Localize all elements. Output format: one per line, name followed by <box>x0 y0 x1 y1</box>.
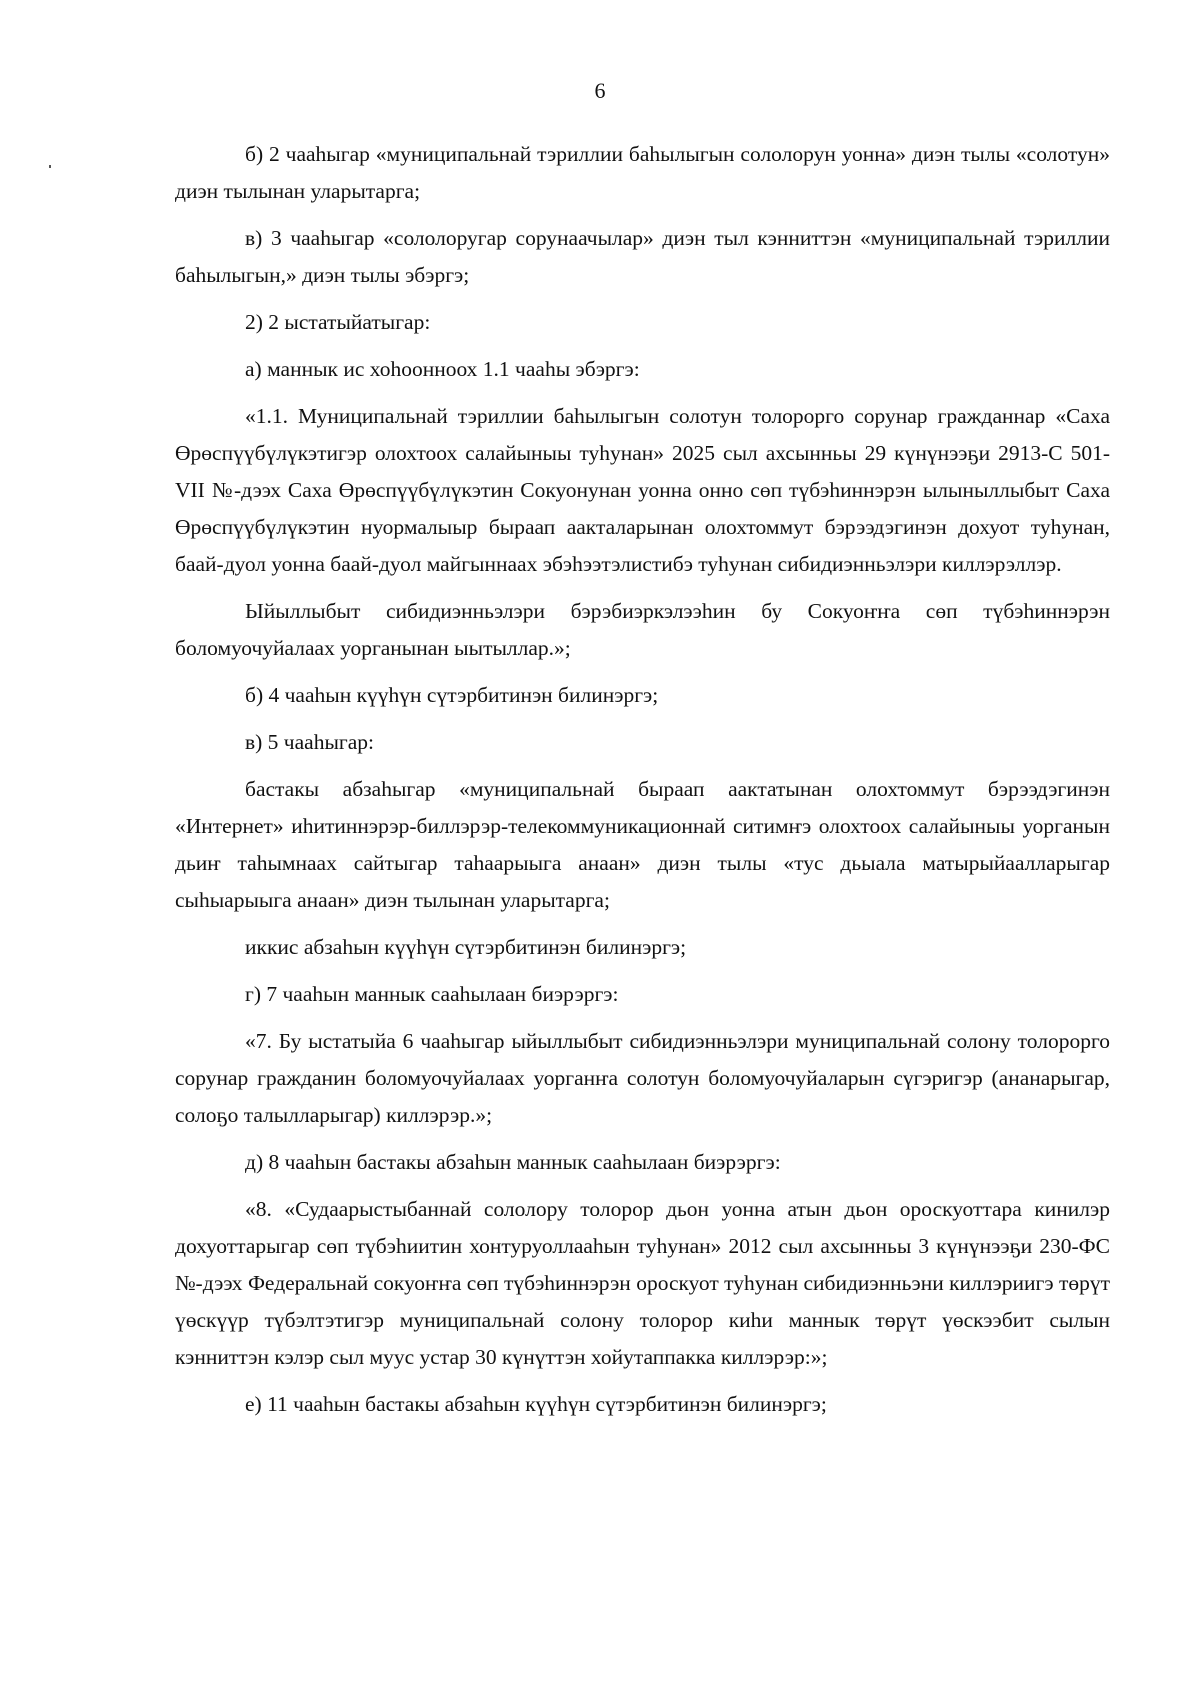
paragraph-v-part5: в) 5 чааһыгар: <box>245 730 374 754</box>
paragraph-g-part7: г) 7 чааһын маннык сааһылаан биэрэргэ: <box>245 982 619 1006</box>
paragraph-a-add-1-1: а) маннык ис хоһоонноох 1.1 чааһы эбэргэ: <box>245 357 640 381</box>
paragraph-verification: Ыйыллыбыт сибидиэнньэлэри бэрэбиэркэлээһин бу Сокуоҥҥа сөп түбэһиннэрэн боломуочуйалаах уорганынан ыытыллар.»; <box>175 599 1110 660</box>
paragraph-v-part3: в) 3 чааһыгар «сололоругар сорунаачылар» диэн тыл кэнниттэн «муниципальнай тэриллии баһылыгын,» диэн тылы эбэргэ; <box>175 226 1110 287</box>
document-body <box>175 136 1110 1433</box>
paragraph-b-part2: б) 2 чааһыгар «муниципальнай тэриллии баһылыгын сололорун уонна» диэн тылы «солотун» диэн тылынан уларытарга; <box>175 142 1110 203</box>
paragraph-item-2: 2) 2 ыстатыйатыгар: <box>245 310 431 334</box>
scan-speck <box>49 165 51 168</box>
paragraph-b-part4: б) 4 чааһын күүһүн сүтэрбитинэн билинэргэ; <box>245 683 659 707</box>
paragraph-first-abzats: бастакы абзаһыгар «муниципальнай быраап аактатынан олохтоммут бэрээдэгинэн «Интернет» иһитиннэрэр-биллэрэр-телекоммуникационнай ситимҥэ олохтоох салайыныы уорганын дьиҥ таһымнаах сайтыгар таһаарыыга анаан» диэн тылы «тус дьыала матырыйаалларыгар сыһыарыыга анаан» диэн тылынан уларытарга; <box>175 777 1110 912</box>
paragraph-d-part8: д) 8 чааһын бастакы абзаһын маннык сааһылаан биэрэргэ: <box>245 1150 781 1174</box>
paragraph-quote-7: «7. Бу ыстатыйа 6 чааһыгар ыйыллыбыт сибидиэнньэлэри муниципальнай солону толорорго сорунар гражданин боломуочуйалаах уорганҥа солотун боломуочуйаларын сүгэригэр (ананарыгар, солоҕо талылларыгар) киллэрэр.»; <box>175 1029 1110 1127</box>
paragraph-quote-8: «8. «Судаарыстыбаннай сололору толорор дьон уонна атын дьон ороскуоттара кинилэр дохуоттарыгар сөп түбэһиитин хонтуруоллааһын туһунан» 2012 сыл ахсынньы 3 күнүнээҕи 230-ФС №-дээх Федеральнай сокуоҥҥа сөп түбэһиннэрэн ороскуот туһунан сибидиэнньэни киллэриигэ төрүт үөскүүр түбэлтэтигэр муниципальнай солону толорор киһи маннык төрүт үөскээбит сылын кэнниттэн кэлэр сыл муус устар 30 күнүттэн хойутаппакка киллэрэр:»; <box>175 1197 1110 1369</box>
page-number: 6 <box>594 78 606 103</box>
paragraph-quote-1-1: «1.1. Муниципальнай тэриллии баһылыгын солотун толорорго сорунар гражданнар «Саха Өрөспүүбүлүкэтигэр олохтоох салайыныы туһунан» 2025 сыл ахсынньы 29 күнүнээҕи 2913-С 501-VII №-дээх Саха Өрөспүүбүлүкэтин Сокуонунан уонна онно сөп түбэһиннэрэн ылыныллыбыт Саха Өрөспүүбүлүкэтин нуормалыыр быраап аакталарынан олохтоммут бэрээдэгинэн дохуот туһунан, баай-дуол уонна баай-дуол майгыннаах эбэһээтэлистибэ туһунан сибидиэнньэлэри киллэрэллэр. <box>175 404 1110 576</box>
paragraph-e-part11: е) 11 чааһын бастакы абзаһын күүһүн сүтэрбитинэн билинэргэ; <box>245 1392 827 1416</box>
paragraph-second-abzats: иккис абзаһын күүһүн сүтэрбитинэн билинэргэ; <box>245 935 687 959</box>
